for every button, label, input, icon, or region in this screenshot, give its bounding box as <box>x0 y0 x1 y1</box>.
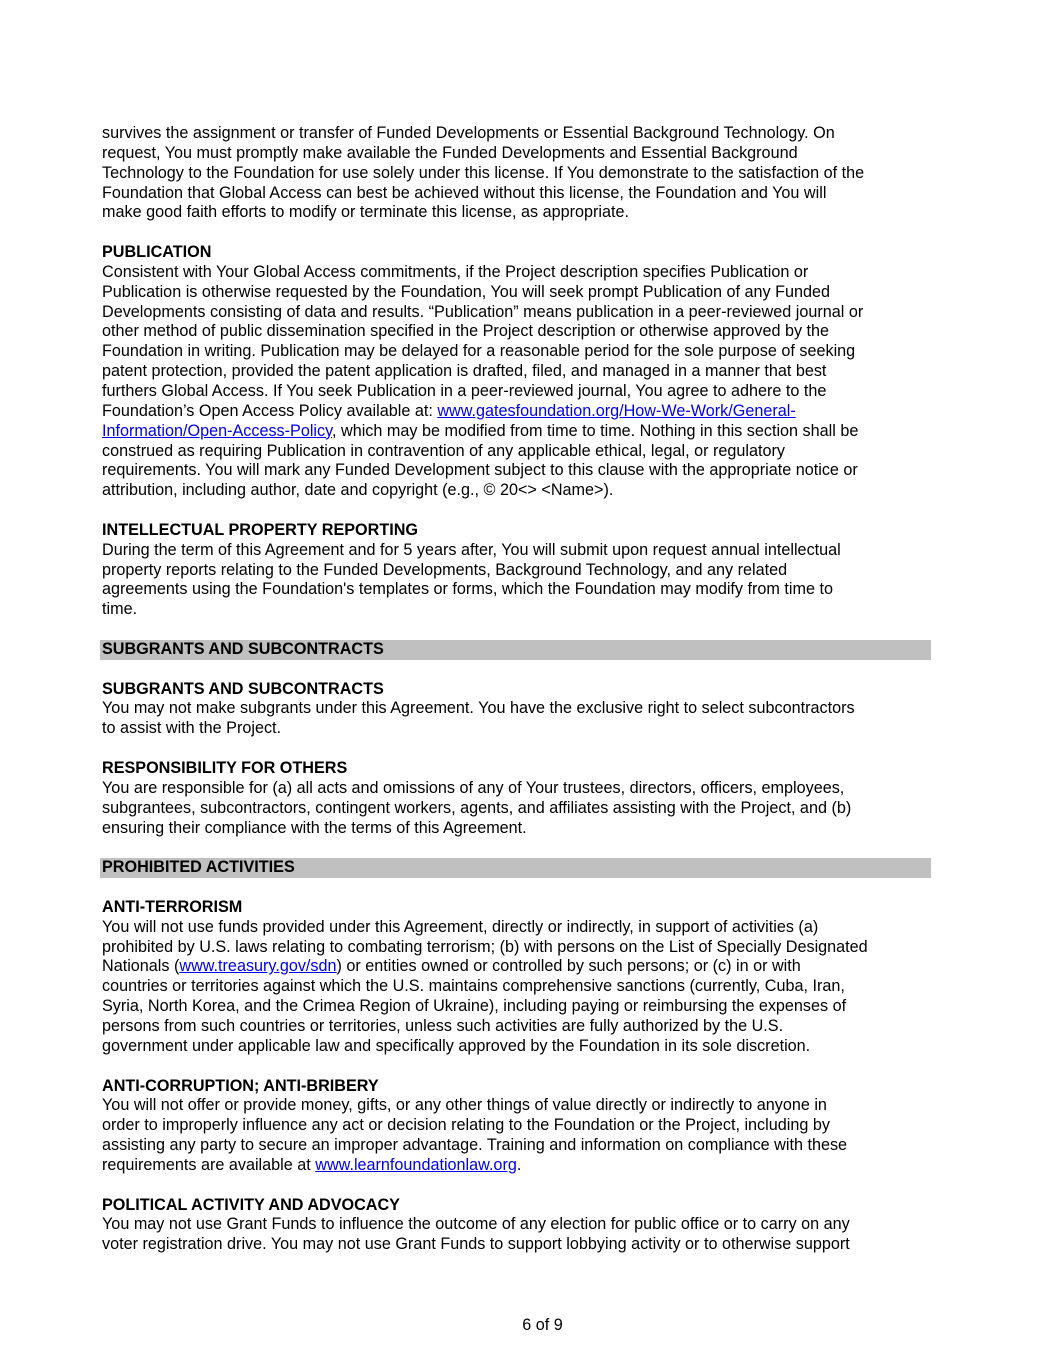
text-line: requirements. You will mark any Funded Development subject to this clause with the appropriate notice or <box>102 461 858 480</box>
text-line: Technology to the Foundation for use solely under this license. If You demonstrate to the satisfaction of the <box>102 163 865 182</box>
text-line: Foundation that Global Access can best be achieved without this license, the Foundation and You will <box>102 183 827 202</box>
text-line: You may not use Grant Funds to influence the outcome of any election for public office or to carry on any <box>102 1215 850 1234</box>
text-line: You are responsible for (a) all acts and omissions of any of Your trustees, directors, officers, employees, <box>102 778 845 797</box>
text-fragment: Foundation’s Open Access Policy available at: <box>102 401 438 420</box>
political-activity-clause <box>102 1196 932 1256</box>
text-line: subgrantees, subcontractors, contingent workers, agents, and affiliates assisting with the Project, and (b) <box>102 798 852 817</box>
text-line: construed as requiring Publication in contravention of any applicable ethical, legal, or regulatory <box>102 441 785 460</box>
text-line: Consistent with Your Global Access commitments, if the Project description specifies Publication or <box>102 262 809 281</box>
text-line: to assist with the Project. <box>102 719 282 738</box>
anti-terrorism-clause <box>102 898 932 1057</box>
text-line: ensuring their compliance with the terms of this Agreement. <box>102 818 527 837</box>
text-line: agreements using the Foundation's templates or forms, which the Foundation may modify from time to <box>102 580 833 599</box>
anti-corruption-clause <box>102 1077 932 1176</box>
text-fragment: Nationals ( <box>102 957 180 976</box>
section-header-prohibited-activities: PROHIBITED ACTIVITIES <box>100 858 931 878</box>
text-fragment: requirements are available at <box>102 1155 316 1174</box>
text-fragment: , which may be modified from time to time. Nothing in this section shall be <box>332 421 859 440</box>
text-line: persons from such countries or territories, unless such activities are fully authorized by the U.S. <box>102 1016 784 1035</box>
text-line: Publication is otherwise requested by the Foundation, You will seek prompt Publication of any Funded <box>102 282 830 301</box>
text-line: other method of public dissemination specified in the Project description or otherwise approved by the <box>102 322 830 341</box>
text-line: order to improperly influence any act or decision relating to the Foundation or the Project, including by <box>102 1116 830 1135</box>
publication-heading: PUBLICATION <box>102 243 212 262</box>
political-activity-heading: POLITICAL ACTIVITY AND ADVOCACY <box>102 1195 400 1214</box>
text-line: request, You must promptly make available the Funded Developments and Essential Background <box>102 143 798 162</box>
ip-reporting-heading: INTELLECTUAL PROPERTY REPORTING <box>102 520 418 539</box>
text-line: You may not make subgrants under this Agreement. You have the exclusive right to select subcontractors <box>102 699 855 718</box>
text-line: Foundation in writing. Publication may be delayed for a reasonable period for the sole purpose of seeking <box>102 342 856 361</box>
responsibility-heading: RESPONSIBILITY FOR OTHERS <box>102 759 348 777</box>
text-line: property reports relating to the Funded Developments, Background Technology, and any related <box>102 560 788 579</box>
text-fragment: . <box>516 1155 522 1174</box>
text-line: Developments consisting of data and results. “Publication” means publication in a peer-reviewed journal or <box>102 302 864 321</box>
text-line: During the term of this Agreement and for 5 years after, You will submit upon request annual intellectual <box>102 540 841 559</box>
subgrants-heading: SUBGRANTS AND SUBCONTRACTS <box>102 679 384 698</box>
text-line <box>102 1156 932 1176</box>
text-line: countries or territories against which the U.S. maintains comprehensive sanctions (currently, Cuba, Iran, <box>102 977 845 996</box>
text-line: time. <box>102 600 138 619</box>
open-access-policy-link-continued[interactable]: Information/Open-Access-Policy <box>102 421 333 440</box>
learn-foundation-law-link[interactable]: www.learnfoundationlaw.org <box>315 1155 517 1174</box>
text-line: survives the assignment or transfer of Funded Developments or Essential Background Technology. On <box>102 124 835 142</box>
document-page <box>102 124 932 1275</box>
page-number: 6 of 9 <box>522 1316 563 1334</box>
treasury-sdn-link[interactable]: www.treasury.gov/sdn <box>179 957 337 976</box>
text-line: make good faith efforts to modify or terminate this license, as appropriate. <box>102 203 629 222</box>
text-line <box>102 422 932 442</box>
publication-clause <box>102 243 932 501</box>
text-line: patent protection, provided the patent application is drafted, filed, and managed in a manner that best <box>102 362 827 381</box>
responsibility-clause <box>102 759 932 838</box>
anti-terrorism-heading: ANTI-TERRORISM <box>102 897 243 916</box>
text-line: government under applicable law and specifically approved by the Foundation in its sole discretion. <box>102 1036 811 1055</box>
text-line: furthers Global Access. If You seek Publication in a peer-reviewed journal, You agree to adhere to the <box>102 381 827 400</box>
text-line: assisting any party to secure an improper advantage. Training and information on compliance with these <box>102 1136 848 1155</box>
text-line: You will not use funds provided under this Agreement, directly or indirectly, in support of activities (a) <box>102 917 819 936</box>
section-header-subgrants: SUBGRANTS AND SUBCONTRACTS <box>100 640 931 660</box>
license-continuation-paragraph <box>102 124 932 223</box>
anti-corruption-heading: ANTI-CORRUPTION; ANTI-BRIBERY <box>102 1076 379 1095</box>
text-line <box>102 402 932 422</box>
ip-reporting-clause <box>102 521 932 620</box>
text-line: Syria, North Korea, and the Crimea Region of Ukraine), including paying or reimbursing the expenses of <box>102 997 847 1016</box>
text-line <box>102 957 932 977</box>
text-fragment: ) or entities owned or controlled by such persons; or (c) in or with <box>336 957 801 976</box>
text-line: attribution, including author, date and copyright (e.g., © 20<> <Name>). <box>102 481 614 500</box>
text-line: voter registration drive. You may not use Grant Funds to support lobbying activity or to otherwise support <box>102 1235 850 1254</box>
open-access-policy-link[interactable]: www.gatesfoundation.org/How-We-Work/General- <box>437 401 796 420</box>
subgrants-clause <box>102 680 932 740</box>
text-line: prohibited by U.S. laws relating to combating terrorism; (b) with persons on the List of Specially Designated <box>102 937 868 956</box>
text-line: You will not offer or provide money, gifts, or any other things of value directly or indirectly to anyone in <box>102 1096 827 1115</box>
